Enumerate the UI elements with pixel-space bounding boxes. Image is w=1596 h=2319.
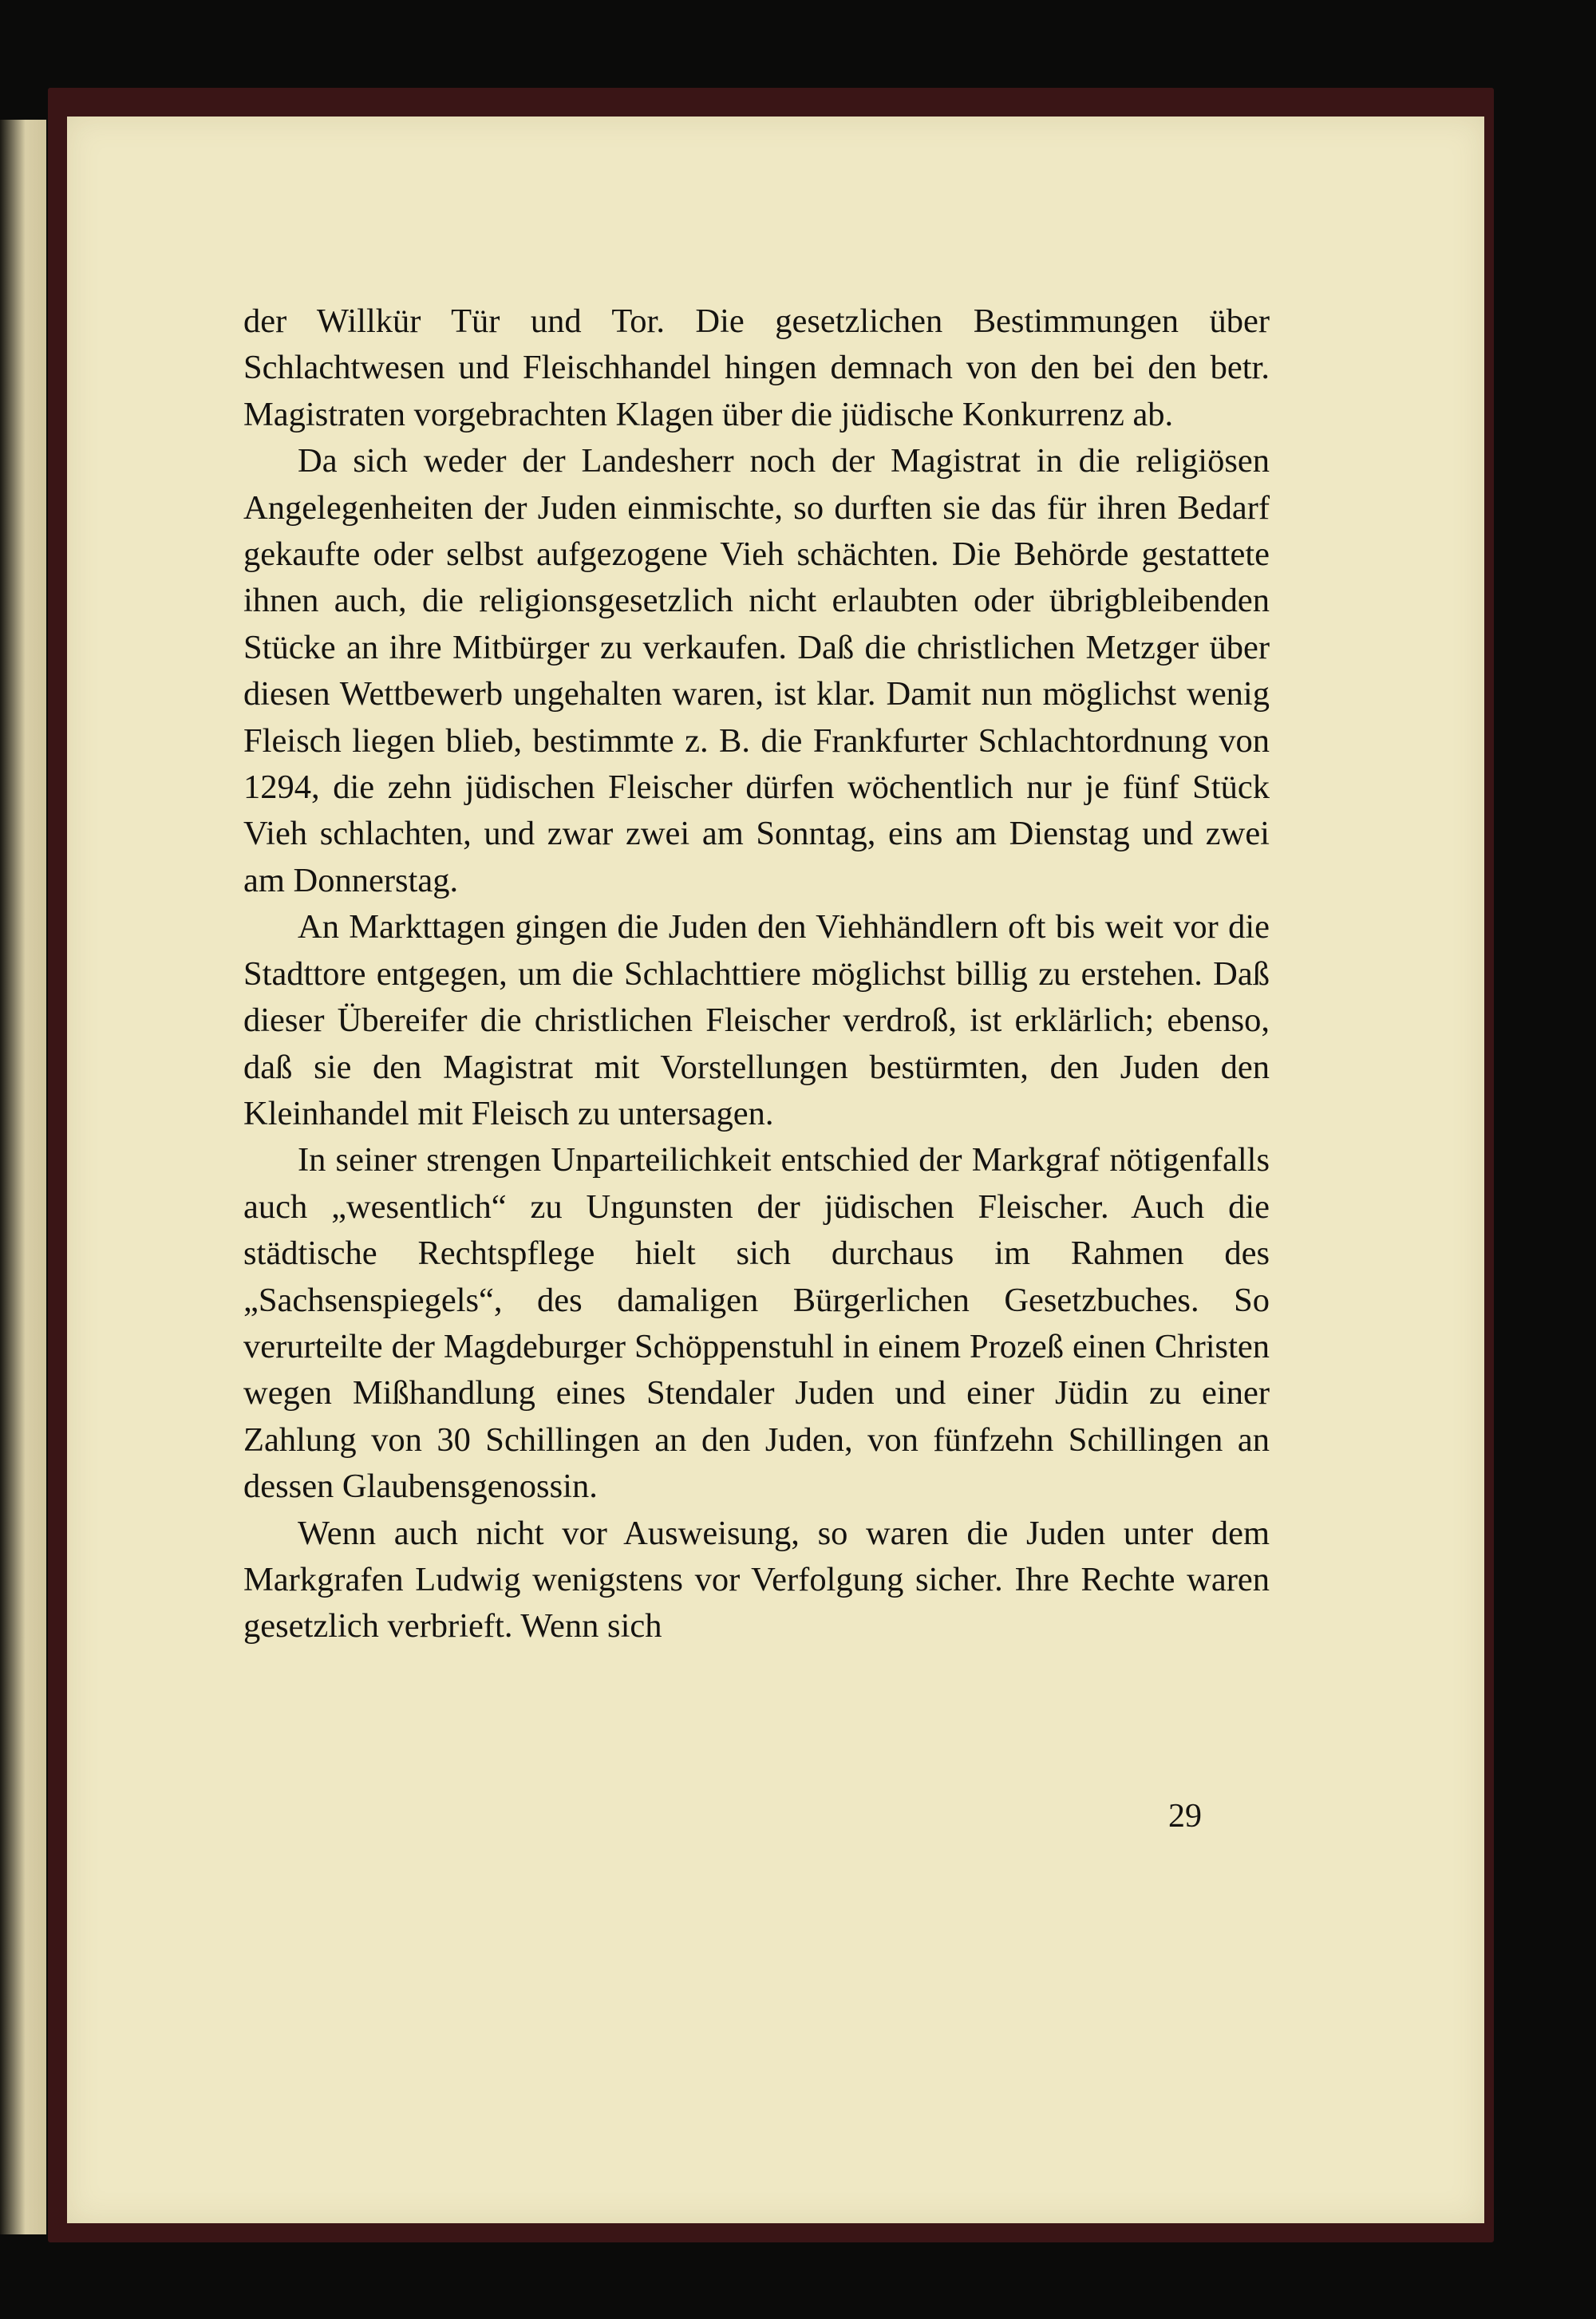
page-number: 29 bbox=[1168, 1798, 1202, 1835]
paragraph-3: An Markttagen gingen die Juden den Viehhändlern oft bis weit vor die Stadttore entgegen, um die Schlachttiere möglichst billig zu erstehen. Daß dieser Übereifer die christlichen Fleischer verdroß, ist erklärlich; ebenso, daß sie den Magistrat mit Vorstellungen bestürmten, den Juden den Kleinhandel mit Fleisch zu untersagen. bbox=[243, 908, 1270, 1132]
paragraph-5: Wenn auch nicht vor Ausweisung, so waren die Juden unter dem Markgrafen Ludwig wenigstens vor Verfolgung sicher. Ihre Rechte waren gesetzlich verbrieft. Wenn sich bbox=[243, 1514, 1270, 1645]
body-text bbox=[243, 298, 1270, 1650]
paragraph-1: der Willkür Tür und Tor. Die gesetzlichen Bestimmungen über Schlachtwesen und Fleischhandel hingen demnach von den bei den betr. Magistraten vorgebrachten Klagen über die jüdische Konkurrenz ab. bbox=[243, 302, 1270, 433]
left-page-edge bbox=[0, 120, 46, 2234]
paragraph-4: In seiner strengen Unparteilichkeit entschied der Markgraf nötigenfalls auch „wesentlich“ zu Ungunsten der jüdischen Fleischer. Auch die städtische Rechtspflege hielt sich durchaus im Rahmen des „Sachsenspiegels“, des damaligen Bürgerlichen Gesetzbuches. So verurteilte der Magdeburger Schöppenstuhl in einem Prozeß einen Christen wegen Mißhandlung eines Stendaler Juden und einer Jüdin zu einer Zahlung von 30 Schillingen an den Juden, von fünfzehn Schillingen an dessen Glaubensgenossin. bbox=[243, 1141, 1270, 1506]
paragraph-2: Da sich weder der Landesherr noch der Magistrat in die religiösen Angelegenheiten der Juden einmischte, so durften sie das für ihren Bedarf gekaufte oder selbst aufgezogene Vieh schächten. Die Behörde gestattete ihnen auch, die religionsgesetzlich nicht erlaubten oder übrigbleibenden Stücke an ihre Mitbürger zu verkaufen. Daß die christlichen Metzger über diesen Wettbewerb ungehalten waren, ist klar. Damit nun möglichst wenig Fleisch liegen blieb, bestimmte z. B. die Frankfurter Schlachtordnung von 1294, die zehn jüdischen Fleischer dürfen wöchentlich nur je fünf Stück Vieh schlachten, und zwar zwei am Sonntag, eins am Dienstag und zwei am Donnerstag. bbox=[243, 442, 1270, 899]
book-page bbox=[67, 117, 1484, 2223]
